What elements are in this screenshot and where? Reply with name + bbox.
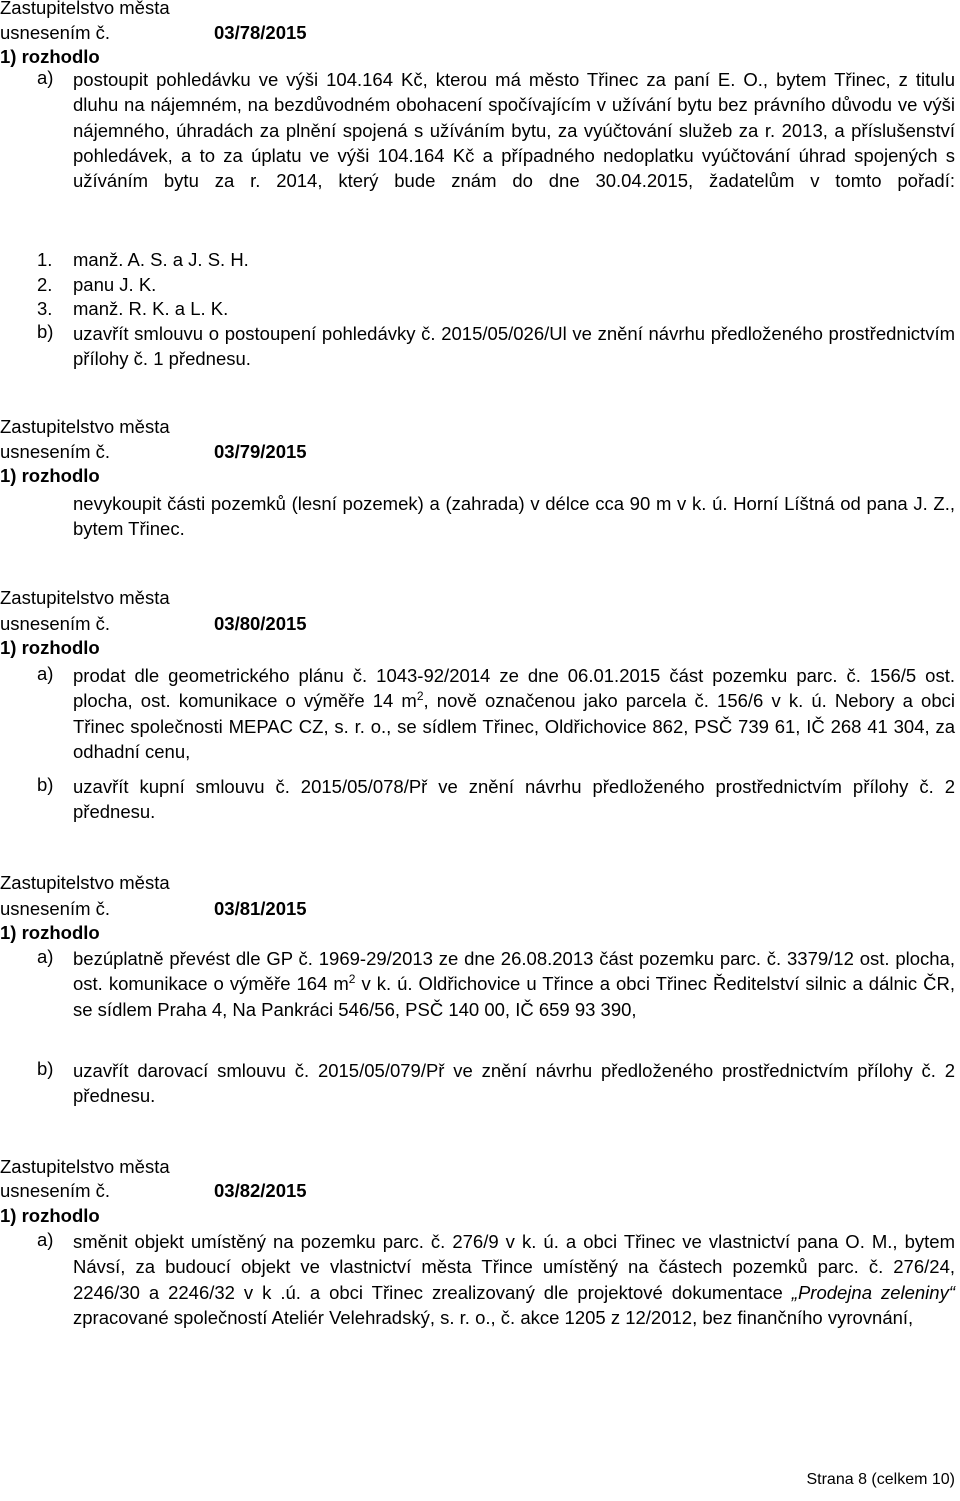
item-label: b) — [37, 321, 54, 342]
item-label: a) — [37, 946, 54, 967]
item-a — [37, 663, 955, 764]
item-label: a) — [37, 663, 54, 684]
item-text: směnit objekt umístěný na pozemku parc. č. 276/9 v k. ú. a obci Třinec ve vlastnictví pana O. M., bytem Návsí, za budoucí objekt ve vlastnictví města Třince umístěný na částech pozemků parc. č. 276/24, 2246/30 a 2246/32 v k .ú. a obci Třinec zrealizovaný dle projektové dokumentace „Prodejna zeleniny“ zpracované společností Ateliér Velehradský, s. r. o., č. akce 1205 z 12/2012, bez finančního vyrovnání, — [73, 1231, 955, 1328]
council-heading: Zastupitelstvo města — [0, 1156, 170, 1177]
council-heading: Zastupitelstvo města — [0, 587, 170, 608]
council-heading: Zastupitelstvo města — [0, 872, 170, 893]
list-item: 3. manž. R. K. a L. K. — [37, 298, 229, 319]
list-item: 2. panu J. K. — [37, 273, 157, 295]
applicant-list — [37, 248, 249, 322]
page-footer: Strana 8 (celkem 10) — [806, 1471, 955, 1488]
decided-label: 1) rozhodlo — [0, 46, 100, 67]
item-label: b) — [37, 774, 54, 795]
list-item: 1. manž. A. S. a J. S. H. — [37, 249, 249, 270]
resolution-number: 03/81/2015 — [214, 898, 307, 919]
decided-label: 1) rozhodlo — [0, 637, 100, 658]
item-b — [37, 1058, 955, 1109]
council-heading: Zastupitelstvo města — [0, 0, 170, 18]
item-text: nevykoupit části pozemků (lesní pozemek) a (zahrada) v délce cca 90 m v k. ú. Horní Líštná od pana J. Z., bytem Třinec. — [73, 493, 955, 540]
item-text: postoupit pohledávku ve výši 104.164 Kč, kterou má město Třinec za paní E. O., bytem Třinec, z titulu dluhu na nájemném, na bezdůvodném obohacení spočívajícím v užívání bytu bez právního důvodu ve výši nájemného, úhradách za plnění spojená s užíváním bytu, za vyúčtování služeb za r. 2013, a příslušenství pohledávek, a to za úplatu ve výši 104.164 Kč a případného nedoplatku vyúčtování úhrad spojených s užíváním bytu za r. 2014, který bude znám do dne 30.04.2015, žadatelům v tomto pořadí: — [73, 69, 955, 192]
resolution-number: 03/80/2015 — [214, 613, 307, 634]
item-text: prodat dle geometrického plánu č. 1043-92/2014 ze dne 06.01.2015 část pozemku parc. č. 156/5 ost. plocha, ost. komunikace o výměře 14 $m^2$, nově označenou jako parcela č. 156/6 v k. ú. Nebory a obci Třinec společnosti MEPAC CZ, s. r. o., se sídlem Třinec, Oldřichovice 862, PSČ 739 61, IČ 268 41 304, za odhadní cenu, — [73, 665, 955, 762]
item-text-block — [73, 491, 955, 542]
item-b — [37, 774, 955, 825]
decided-label: 1) rozhodlo — [0, 1205, 100, 1226]
item-text: uzavřít smlouvu o postoupení pohledávky č. 2015/05/026/Ul ve znění návrhu předloženého prostřednictvím přílohy č. 1 přednesu. — [73, 323, 955, 370]
item-b — [37, 321, 955, 372]
decided-label: 1) rozhodlo — [0, 465, 100, 486]
resolution-label: usnesením č. — [0, 613, 111, 634]
resolution-label: usnesením č. — [0, 898, 111, 919]
item-label: a) — [37, 67, 54, 88]
council-heading: Zastupitelstvo města — [0, 416, 170, 437]
resolution-number: 03/78/2015 — [214, 22, 307, 43]
resolution-label — [0, 21, 110, 45]
item-a — [37, 946, 955, 1022]
item-a — [37, 1229, 955, 1330]
item-label: a) — [37, 1229, 54, 1250]
resolution-label: usnesením č. — [0, 1180, 111, 1201]
item-text: uzavřít kupní smlouvu č. 2015/05/078/Př ve znění návrhu předloženého prostřednictvím přílohy č. 2 přednesu. — [73, 776, 955, 823]
resolution-number: 03/79/2015 — [214, 441, 307, 462]
item-a — [37, 67, 955, 193]
resolution-label: usnesením č. — [0, 441, 111, 462]
item-text: uzavřít darovací smlouvu č. 2015/05/079/Př ve znění návrhu předloženého prostřednictvím přílohy č. 2 přednesu. — [73, 1060, 955, 1107]
resolution-text: usnesením č. — [0, 22, 111, 43]
decided-label: 1) rozhodlo — [0, 922, 100, 943]
item-text: bezúplatně převést dle GP č. 1969-29/2013 ze dne 26.08.2013 část pozemku parc. č. 3379/12 ost. plocha, ost. komunikace o výměře 164 $m^2$ v k. ú. Oldřichovice u Třince a obci Třinec Ředitelství silnic a dálnic ČR, se sídlem Praha 4, Na Pankráci 546/56, PSČ 140 00, IČ 659 93 390, — [73, 948, 955, 1020]
resolution-number: 03/82/2015 — [214, 1180, 307, 1201]
item-label: b) — [37, 1058, 54, 1079]
